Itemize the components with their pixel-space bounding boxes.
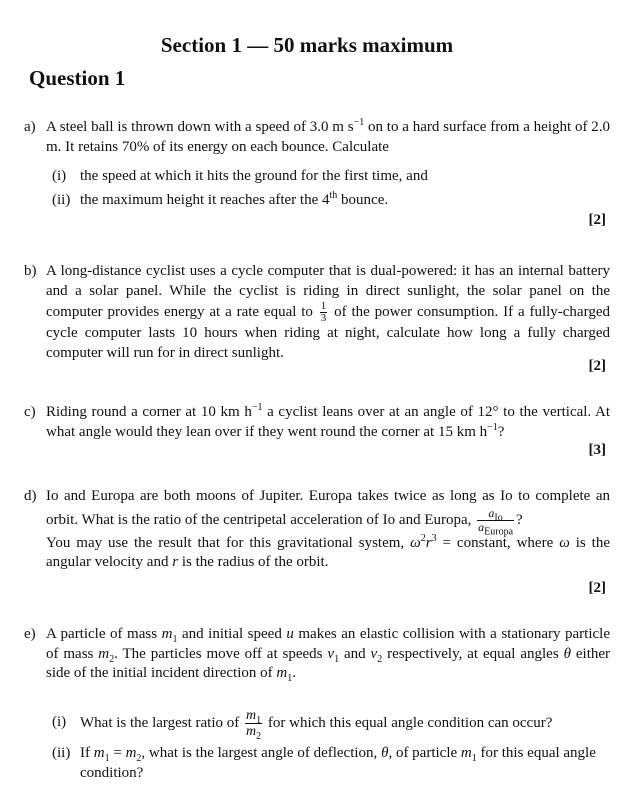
part-b-text: A long-distance cyclist uses a cycle computer that is dual-powered: it has an internal battery and a solar panel. While the cyclist is riding in direct sunlight, the solar panel on the computer provides energy at a rate equal to $\frac{1}{3}$ of the power consumption. If a fully-charged cycle computer lasts 10 hours when riding at night, calculate how long a fully charged computer will run for in direct sunlight. — [46, 263, 610, 361]
part-d-text: Io and Europa are both moons of Jupiter. Europa takes twice as long as Io to complete an orbit. What is the ratio of the centripetal acceleration of Io and Europa, $\frac{a_{Io}}{a_{Europa}}$ ? You may use the result that for this gravitational system, $\omega^2r^3$ = constant, where ω is the angular velocity and r is the radius of the orbit. — [46, 488, 610, 570]
part-a-sub-i: (i) the speed at which it hits the ground for the first time, and — [52, 168, 428, 184]
mass-ratio: $\frac{m_1}{m_2}$ — [246, 708, 262, 742]
fraction: $\frac{1}{3}$ — [320, 300, 327, 324]
part-a-sub-ii: (ii) the maximum height it reaches after the 4th bounce. — [52, 190, 389, 208]
part-d-marks: [2] — [588, 580, 606, 596]
part-a-marks: [2] — [588, 212, 606, 228]
part-a-label: a) — [24, 119, 36, 135]
part-d-label: d) — [24, 488, 37, 504]
part-e-sub-i: (i) What is the largest ratio of $\frac{m_1}{m_2}$ for which this equal angle condition can occur? — [52, 708, 553, 742]
part-a — [24, 118, 610, 157]
part-e — [24, 625, 610, 684]
question-title: Question 1 — [29, 66, 126, 90]
part-e-label: e) — [24, 626, 36, 642]
part-c-marks: [3] — [588, 442, 606, 458]
acceleration-ratio: $\frac{a_{Io}}{a_{Europa}}$ — [478, 505, 514, 537]
part-c-label: c) — [24, 404, 36, 420]
part-e-text: A particle of mass $m_1$ and initial speed u makes an elastic collision with a stationary particle of mass $m_2$. The particles move off at speeds $v_1$ and $v_2$ respectively, at equal angles θ either side of the initial incident direction of $m_1$. — [46, 626, 611, 684]
part-b-marks: [2] — [588, 358, 606, 374]
part-b — [24, 262, 610, 363]
part-e-sub-ii: (ii) If $m_1 = m_2$, what is the largest angle of deflection, θ, of particle $m_1$ for this equal angle condition? — [52, 745, 596, 781]
part-d — [24, 487, 610, 573]
part-c-text: Riding round a corner at 10 km $h^{-1}$ a cyclist leans over at an angle of 12° to the vertical. At what angle would they lean over if they went round the corner at 15 km $h^{-1}$? — [46, 402, 610, 440]
section-title: Section 1 — 50 marks maximum — [160, 33, 454, 57]
part-a-text: A steel ball is thrown down with a speed of 3.0 m $s^{-1}$ on to a hard surface from a height of 2.0 m. It retains 70% of its energy on each bounce. Calculate — [46, 117, 610, 155]
part-b-label: b) — [24, 263, 37, 279]
part-c — [24, 403, 610, 442]
